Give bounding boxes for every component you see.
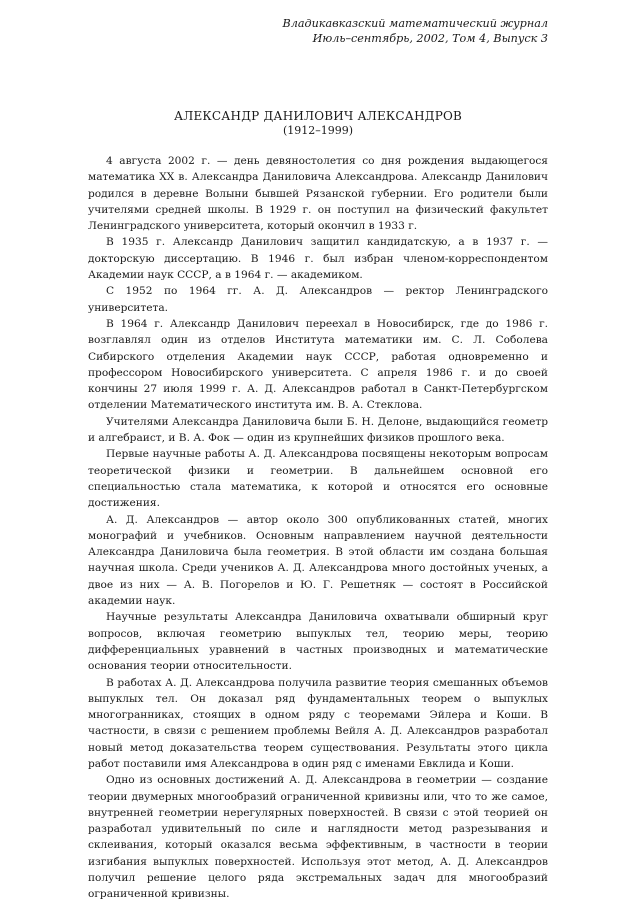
paragraph: Одно из основных достижений А. Д. Александрова в геометрии — создание теории двумерных многообразий ограниченной кривизны или, что то же самое, внутренней геометрии нерегулярных поверхностей. В связи с этой теорией он разработал удивительный по силе и наглядности метод разрезывания и склеивания, который оказался весьма эффективным, в частности в теории изгибания выпуклых поверхностей. Используя этот метод, А. Д. Александров получил решение целого ряда экстремальных задач для многообразий ограниченной кривизны. bbox=[88, 774, 548, 901]
journal-header bbox=[283, 16, 549, 46]
paragraph: В 1935 г. Александр Данилович защитил кандидатскую, а в 1937 г. — докторскую диссертацию. В 1946 г. был избран членом-корреспондентом Академии наук СССР, а в 1964 г. — академиком. bbox=[88, 236, 548, 282]
article-title: АЛЕКСАНДР ДАНИЛОВИЧ АЛЕКСАНДРОВ bbox=[173, 109, 463, 123]
life-dates: (1912–1999) bbox=[282, 124, 354, 137]
paragraph: 4 августа 2002 г. — день девяностолетия со дня рождения выдающегося математика XX в. Александра Даниловича Александрова. Александр Данилович родился в деревне Волыни бывшей Рязанской губернии. Его родители были учителями средней школы. В 1929 г. он поступил на физический факультет Ленинградского университета, который окончил в 1933 г. bbox=[88, 155, 548, 233]
paragraph: В 1964 г. Александр Данилович переехал в Новосибирск, где до 1986 г. возглавлял один из отделов Института математики им. С. Л. Соболева Сибирского отделения Академии наук СССР, работая одновременно и профессором Новосибирского университета. С апреля 1986 г. и до своей кончины 27 июля 1999 г. А. Д. Александров работал в Санкт-Петербургском отделении Математического института им. В. А. Стеклова. bbox=[88, 317, 548, 412]
journal-issue: Июль–сентябрь, 2002, Том 4, Выпуск 3 bbox=[312, 32, 548, 45]
article-body bbox=[88, 153, 548, 903]
journal-name: Владикавказский математический журнал bbox=[282, 17, 548, 30]
paragraph: Первые научные работы А. Д. Александрова посвящены некоторым вопросам теоретической физики и геометрии. В дальнейшем основной его специальностью стала математика, к которой и относятся его основные достижения. bbox=[88, 448, 548, 510]
paragraph: А. Д. Александров — автор около 300 опубликованных статей, многих монографий и учебников. Основным направлением научной деятельности Александра Даниловича была геометрия. В этой области им создана большая научная школа. Среди учеников А. Д. Александрова много достойных ученых, а двое из них — А. В. Погорелов и Ю. Г. Решетняк — состоят в Российской академии наук. bbox=[88, 513, 548, 608]
paragraph: Научные результаты Александра Даниловича охватывали обширный круг вопросов, включая геометрию выпуклых тел, теорию меры, теорию дифференциальных уравнений в частных производных и математические основания теории относительности. bbox=[88, 611, 548, 673]
paragraph: В работах А. Д. Александрова получила развитие теория смешанных объемов выпуклых тел. Он доказал ряд фундаментальных теорем о выпуклых многогранниках, стоящих в одном ряду с теоремами Эйлера и Коши. В частности, в связи с решением проблемы Вейля А. Д. Александров разработал новый метод доказательства теорем существования. Результаты этого цикла работ поставили имя Александрова в один ряд с именами Евклида и Коши. bbox=[88, 676, 548, 770]
paragraph: Учителями Александра Даниловича были Б. Н. Делоне, выдающийся геометр и алгебраист, и В. А. Фок — один из крупнейших физиков прошлого века. bbox=[88, 415, 548, 445]
paragraph: С 1952 по 1964 гг. А. Д. Александров — ректор Ленинградского университета. bbox=[88, 285, 548, 314]
